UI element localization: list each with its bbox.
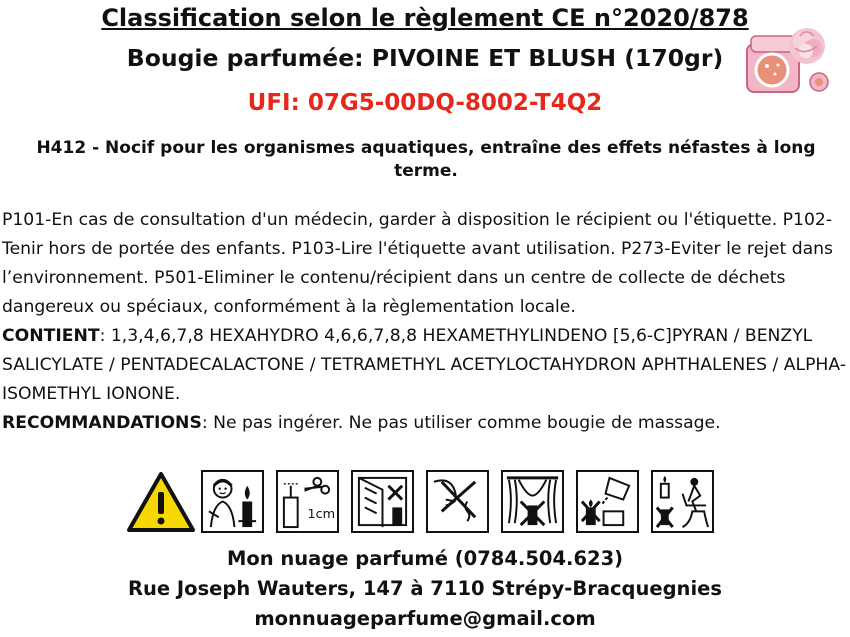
wick-length-label: 1cm [307,507,336,523]
contains-text: : 1,3,4,6,7,8 HEXAHYDRO 4,6,6,7,8,8 HEXAMETHYLINDENO [5,6-C]PYRAN / BENZYL SALICYLATE / PENTADECALACTONE / TETRAMETHYL ACETYLOCTAHYDRON APHTHALENES / ALPHA-ISOMETHYL IONONE. [2,326,846,404]
do-not-extinguish-with-water-icon [576,470,639,533]
no-curtains-near-candle-icon [501,470,564,533]
document-title: Classification selon le règlement CE n°2020/878 [101,4,749,32]
contact-block [0,544,850,634]
blush-peony-logo-icon [745,24,833,98]
company-address: Rue Joseph Wauters, 147 à 7110 Strépy-Bracquegnies [128,577,722,600]
do-not-leave-unattended-icon [651,470,714,533]
hazard-statement: H412 - Nocif pour les organismes aquatiques, entraîne des effets néfastes à long terme. [36,138,816,181]
contains-paragraph [2,322,848,409]
company-email: monnuageparfume@gmail.com [254,607,596,630]
recommendations-text: : Ne pas ingérer. Ne pas utiliser comme bougie de massage. [201,413,721,433]
warning-triangle-icon [126,470,196,534]
do-not-blow-out-icon [426,470,489,533]
company-name-phone: Mon nuage parfumé (0784.504.623) [226,547,624,570]
keep-away-from-children-icon [201,470,264,533]
product-name: Bougie parfumée: PIVOINE ET BLUSH (170gr) [126,44,724,72]
recommendations-paragraph [2,409,848,438]
recommendations-label: RECOMMANDATIONS [2,413,202,433]
ufi-code: UFI: 07G5-00DQ-8002-T4Q2 [247,90,603,116]
trim-wick-1cm-icon [276,470,339,533]
precautionary-statements: P101-En cas de consultation d'un médecin, garder à disposition le récipient ou l'étiquette. P102-Tenir hors de portée des enfants. P103-Lire l'étiquette avant utilisation. P273-Eviter le rejet dans l’environnement. P501-Eliminer le contenu/récipient dans un centre de collecte de déchets dangereux ou spéciaux, conformément à la règlementation locale. [2,210,833,317]
no-draft-icon [351,470,414,533]
contains-label: CONTIENT [2,326,100,346]
label-body [2,206,848,438]
